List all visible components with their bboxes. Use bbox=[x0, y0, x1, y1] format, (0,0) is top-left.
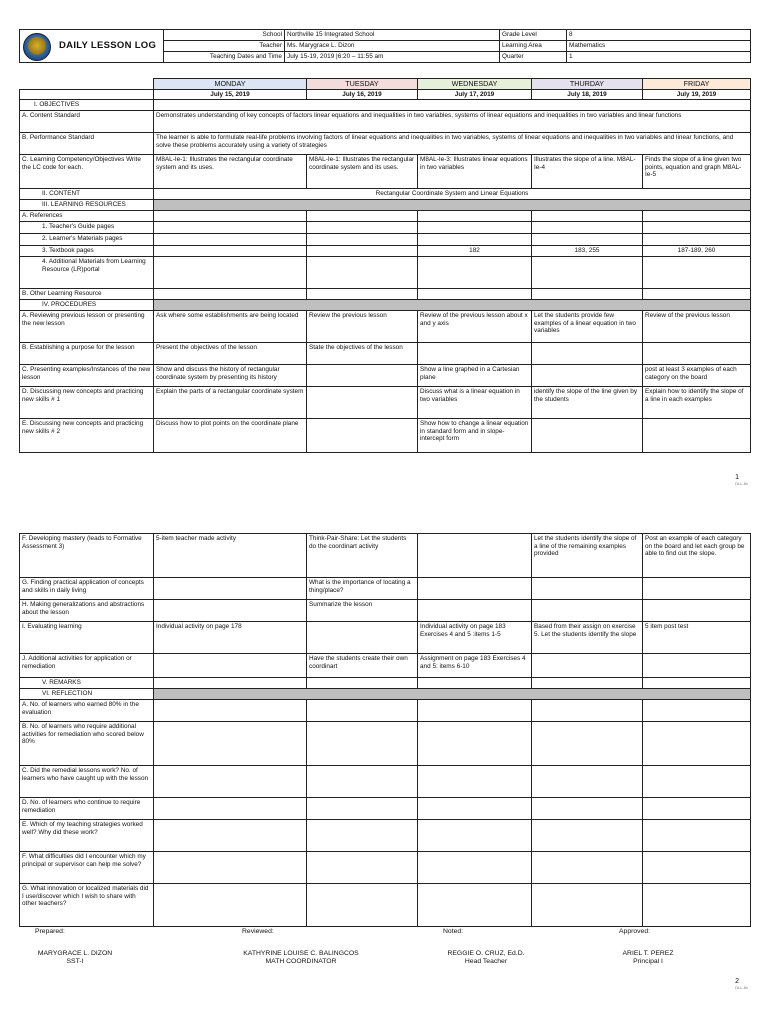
textbook-monday bbox=[154, 246, 307, 257]
procedure-cell: Present the objectives of the lesson bbox=[154, 343, 307, 365]
procedure-cell bbox=[307, 622, 418, 654]
date-monday: July 15, 2019 bbox=[154, 90, 307, 100]
page-number-2: 2 DLL-8v bbox=[735, 978, 748, 991]
learning-area-value: Mathematics bbox=[567, 41, 751, 52]
learning-area-label: Learning Area bbox=[500, 41, 567, 52]
grade-level-value: 8 bbox=[567, 30, 751, 41]
procedure-cell: Have the students create their own coordinart bbox=[307, 654, 418, 678]
noted-label: Noted: bbox=[443, 928, 464, 935]
procedure-cell: State the objectives of the lesson bbox=[307, 343, 418, 365]
procedure-cell bbox=[307, 419, 418, 453]
procedure-row bbox=[20, 419, 751, 453]
textbook-label: 3. Textbook pages bbox=[20, 246, 154, 257]
procedure-label: A. Reviewing previous lesson or presenting the new lesson bbox=[20, 311, 154, 343]
performance-standard-value: The learner is able to formulate real-life problems involving factors of linear equations and inequalities in two variables, systems of linear equations and inequalities in two variables and linear functions, and solve these problems accurately using a variety of strategies bbox=[154, 133, 751, 155]
content-value: Rectangular Coordinate System and Linear Equations bbox=[154, 189, 751, 200]
reflection-label: VI. REFLECTION bbox=[20, 689, 154, 700]
procedure-cell: What is the importance of locating a thing/place? bbox=[307, 578, 418, 600]
competency-monday: M8AL-Ie-1: Illustrates the rectangular coordinate system and its uses. bbox=[154, 155, 307, 189]
procedure-cell: Discuss what is a linear equation in two variables bbox=[418, 387, 532, 419]
procedure-cell: Summarize the lesson bbox=[307, 600, 418, 622]
procedure-cell: Review of the previous lesson bbox=[643, 311, 751, 343]
procedure-label: D. Discussing new concepts and practicing new skills # 1 bbox=[20, 387, 154, 419]
competency-friday: Finds the slope of a line given two points, equation and graph M8AL-Ie-5 bbox=[643, 155, 751, 189]
reflection-row bbox=[20, 722, 751, 766]
procedure-cell: Individual activity on page 178 bbox=[154, 622, 307, 654]
content-label: II. CONTENT bbox=[20, 189, 154, 200]
reflection-row bbox=[20, 820, 751, 852]
procedure-label: F. Developing mastery (leads to Formative Assessment 3) bbox=[20, 534, 154, 578]
procedure-cell: Ask where some establishments are being located bbox=[154, 311, 307, 343]
teacher-value: Ms. Marygrace L. Dizon bbox=[285, 41, 500, 52]
reflection-question: F. What difficulties did I encounter which my principal or supervisor can help me solve? bbox=[20, 852, 154, 884]
date-thursday: July 18, 2019 bbox=[532, 90, 643, 100]
procedure-cell bbox=[154, 578, 307, 600]
approved-title: Principal I bbox=[633, 958, 663, 966]
lesson-log-table-page-1 bbox=[19, 78, 751, 453]
procedure-cell bbox=[532, 654, 643, 678]
page-number-1: 1 DLL-8v bbox=[735, 474, 748, 487]
procedure-cell bbox=[532, 365, 643, 387]
day-monday: MONDAY bbox=[154, 79, 307, 90]
day-header-row bbox=[20, 79, 751, 90]
procedure-cell: Show and discuss the history of rectangular coordinate system by presenting its history bbox=[154, 365, 307, 387]
date-tuesday: July 16, 2019 bbox=[307, 90, 418, 100]
school-value: Northville 15 Integrated School bbox=[285, 30, 500, 41]
competency-wednesday: M8AL-Ie-3: Illustrates linear equations in two variables bbox=[418, 155, 532, 189]
procedure-label: B. Establishing a purpose for the lesson bbox=[20, 343, 154, 365]
lesson-log-table-page-2 bbox=[19, 533, 751, 927]
procedure-label: J. Additional activities for application or remediation bbox=[20, 654, 154, 678]
prepared-name: MARYGRACE L. DIZON bbox=[37, 950, 113, 957]
deped-seal-icon bbox=[23, 33, 51, 61]
procedure-cell bbox=[154, 654, 307, 678]
procedure-cell: identify the slope of the line given by the students bbox=[532, 387, 643, 419]
procedure-cell bbox=[643, 654, 751, 678]
noted-signatory bbox=[430, 950, 542, 966]
procedure-cell bbox=[532, 578, 643, 600]
procedure-cell bbox=[643, 578, 751, 600]
procedure-cell: Let the students identify the slope of a line of the remaining examples provided bbox=[532, 534, 643, 578]
date-row bbox=[20, 90, 751, 100]
procedure-label: I. Evaluating learning bbox=[20, 622, 154, 654]
reflection-question: A. No. of learners who earned 80% in the evaluation bbox=[20, 700, 154, 722]
content-standard-value: Demonstrates understanding of key concepts of factors linear equations and inequalities in two variables, systems of linear equations and inequalities in two variables and linear functions bbox=[154, 111, 751, 133]
procedure-row bbox=[20, 343, 751, 365]
lr-portal-label: 4. Additional Materials from Learning Resource (LR)portal bbox=[20, 257, 154, 289]
other-resource-label: B. Other Learning Resource bbox=[20, 289, 154, 300]
noted-title: Head Teacher bbox=[464, 958, 508, 966]
procedure-cell bbox=[418, 578, 532, 600]
procedure-cell bbox=[532, 419, 643, 453]
procedure-row bbox=[20, 578, 751, 600]
textbook-tuesday bbox=[307, 246, 418, 257]
procedure-row bbox=[20, 654, 751, 678]
procedure-cell: post at least 3 examples of each category on the board bbox=[643, 365, 751, 387]
competency-thursday: Illustrates the slope of a line. M8AL-Ie-4 bbox=[532, 155, 643, 189]
procedure-cell: Review the previous lesson bbox=[307, 311, 418, 343]
reviewed-title: MATH COORDINATOR bbox=[265, 958, 337, 966]
procedure-cell bbox=[532, 600, 643, 622]
teaching-dates-value: July 15-19, 2019 |6:20 – 11:55 am bbox=[285, 52, 500, 63]
reflection-question: E. Which of my teaching strategies worked well? Why did these work? bbox=[20, 820, 154, 852]
procedure-label: G. Finding practical application of concepts and skills in daily living bbox=[20, 578, 154, 600]
day-tuesday: TUESDAY bbox=[307, 79, 418, 90]
textbook-wednesday: 182 bbox=[418, 246, 532, 257]
reflection-question: B. No. of learners who require additional activities for remediation who scored below 80% bbox=[20, 722, 154, 766]
objectives-heading: I. OBJECTIVES bbox=[20, 100, 154, 111]
prepared-title: SST-I bbox=[66, 958, 84, 966]
reviewed-signatory bbox=[226, 950, 376, 966]
day-thursday: THURDAY bbox=[532, 79, 643, 90]
procedure-label: E. Discussing new concepts and practicing new skills # 2 bbox=[20, 419, 154, 453]
procedure-cell bbox=[418, 534, 532, 578]
procedure-cell: Based from their assign on exercise 5. Let the students identify the slope bbox=[532, 622, 643, 654]
content-standard-label: A. Content Standard bbox=[20, 111, 154, 133]
procedure-cell bbox=[154, 600, 307, 622]
procedure-cell: Let the students provide few examples of a linear equation in two variables bbox=[532, 311, 643, 343]
quarter-value: 1 bbox=[567, 52, 751, 63]
reflection-question: G. What innovation or localized materials did I use/discover which I wish to share with other teachers? bbox=[20, 884, 154, 927]
procedure-label: H. Making generalizations and abstractions about the lesson bbox=[20, 600, 154, 622]
reviewed-label: Reviewed: bbox=[242, 928, 274, 935]
teachers-guide-label: 1. Teacher's Guide pages bbox=[20, 222, 154, 234]
remarks-label: V. REMARKS bbox=[20, 678, 154, 689]
procedure-cell bbox=[418, 343, 532, 365]
procedure-row bbox=[20, 600, 751, 622]
header-logo-cell bbox=[20, 30, 164, 63]
textbook-friday: 187-189, 260 bbox=[643, 246, 751, 257]
procedure-row bbox=[20, 534, 751, 578]
procedure-cell bbox=[643, 600, 751, 622]
reviewed-name: KATHYRINE LOUISE C. BALINGCOS bbox=[243, 950, 359, 957]
procedure-cell: Explain the parts of a rectangular coordinate system bbox=[154, 387, 307, 419]
approved-name: ARIEL T. PEREZ bbox=[622, 950, 674, 957]
procedure-cell: 5 item post test bbox=[643, 622, 751, 654]
procedure-label: C. Presenting examples/Instances of the new lesson bbox=[20, 365, 154, 387]
noted-name: REGGIE O. CRUZ, Ed.D. bbox=[447, 950, 525, 957]
textbook-thursday: 183, 255 bbox=[532, 246, 643, 257]
approved-signatory bbox=[600, 950, 696, 966]
procedure-cell: Think-Pair-Share: Let the students do the coordinart activity bbox=[307, 534, 418, 578]
grade-level-label: Grade Level bbox=[500, 30, 567, 41]
procedure-row bbox=[20, 387, 751, 419]
approved-label: Approved: bbox=[619, 928, 650, 935]
competency-tuesday: M8AL-Ie-1: Illustrates the rectangular coordinate system and its uses. bbox=[307, 155, 418, 189]
learners-materials-label: 2. Learner's Materials pages bbox=[20, 234, 154, 246]
procedure-row bbox=[20, 365, 751, 387]
procedure-cell bbox=[643, 343, 751, 365]
reflection-row bbox=[20, 766, 751, 798]
prepared-label: Prepared: bbox=[35, 928, 65, 935]
procedure-cell bbox=[307, 387, 418, 419]
procedure-cell: Post an example of each category on the board and let each group be able to find out the slope. bbox=[643, 534, 751, 578]
competency-label: C. Learning Competency/Objectives Write the LC code for each. bbox=[20, 155, 154, 189]
date-wednesday: July 17, 2019 bbox=[418, 90, 532, 100]
teacher-label: Teacher bbox=[164, 41, 285, 52]
reflection-question: C. Did the remedial lessons work? No. of learners who have caught up with the lesson bbox=[20, 766, 154, 798]
references-label: A. References bbox=[20, 211, 154, 222]
reflection-row bbox=[20, 852, 751, 884]
procedure-row bbox=[20, 311, 751, 343]
procedure-cell bbox=[307, 365, 418, 387]
procedure-cell: Show a line graphed in a Cartesian plane bbox=[418, 365, 532, 387]
procedure-cell: Review of the previous lesson about x and y axis bbox=[418, 311, 532, 343]
procedure-cell: Explain how to identify the slope of a line in each examples bbox=[643, 387, 751, 419]
learning-resources-heading: III. LEARNING RESOURCES bbox=[20, 200, 154, 211]
performance-standard-label: B. Performance Standard bbox=[20, 133, 154, 155]
teaching-dates-label: Teaching Dates and Time bbox=[164, 52, 285, 63]
reflection-row bbox=[20, 700, 751, 722]
date-friday: July 19, 2019 bbox=[643, 90, 751, 100]
procedure-cell: Individual activity on page 183 Exercises 4 and 5 :items 1-5 bbox=[418, 622, 532, 654]
procedure-cell: 5-item teacher made activity bbox=[154, 534, 307, 578]
prepared-signatory bbox=[20, 950, 130, 966]
procedures-heading: IV. PROCEDURES bbox=[20, 300, 154, 311]
procedure-cell: Show how to change a linear equation in standard form and in slope-intercept form bbox=[418, 419, 532, 453]
quarter-label: Quarter bbox=[500, 52, 567, 63]
day-friday: FRIDAY bbox=[643, 79, 751, 90]
procedure-cell bbox=[643, 419, 751, 453]
page-title: DAILY LESSON LOG bbox=[59, 40, 157, 52]
reflection-row bbox=[20, 884, 751, 927]
school-label: School bbox=[164, 30, 285, 41]
procedure-cell: Assignment on page 183 Exercises 4 and 5: items 6-10 bbox=[418, 654, 532, 678]
reflection-question: D. No. of learners who continue to require remediation bbox=[20, 798, 154, 820]
procedure-cell bbox=[532, 343, 643, 365]
day-wednesday: WEDNESDAY bbox=[418, 79, 532, 90]
procedure-row bbox=[20, 622, 751, 654]
header-table bbox=[19, 29, 751, 63]
procedure-cell: Discuss how to plot points on the coordinate plane bbox=[154, 419, 307, 453]
procedure-cell bbox=[418, 600, 532, 622]
reflection-row bbox=[20, 798, 751, 820]
